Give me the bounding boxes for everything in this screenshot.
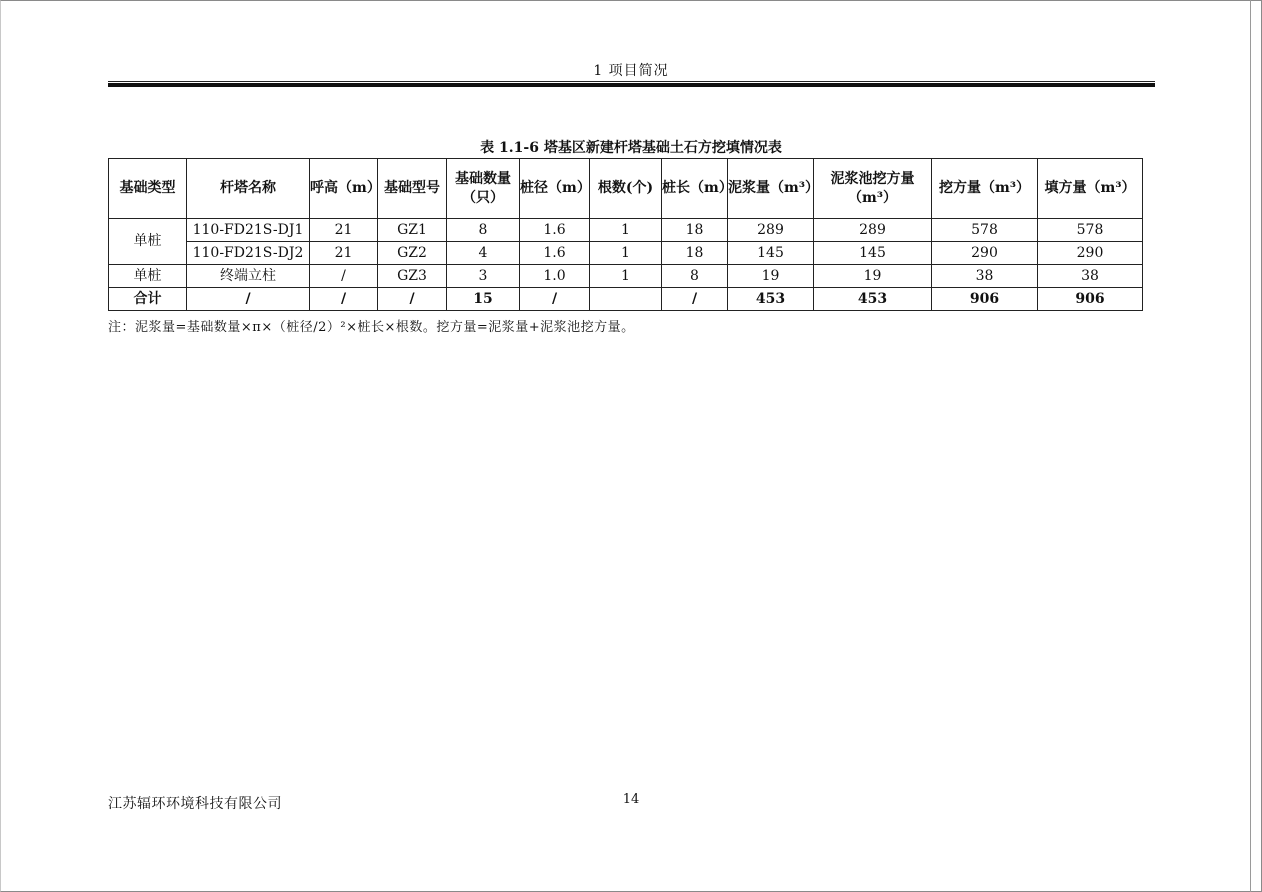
table-cell: 290 [1038, 242, 1143, 265]
table-cell: 8 [447, 219, 520, 242]
table-cell: 8 [662, 265, 728, 288]
total-cell: / [520, 288, 590, 311]
table-cell: 21 [310, 219, 378, 242]
col-header-mud-volume: 泥浆量（m³） [728, 159, 814, 219]
table-cell: GZ2 [378, 242, 447, 265]
table-cell: 1 [590, 242, 662, 265]
table-cell: 终端立柱 [187, 265, 310, 288]
table-cell: 578 [932, 219, 1038, 242]
table-cell: 1.6 [520, 219, 590, 242]
table-cell: 578 [1038, 219, 1143, 242]
table-total-row [109, 288, 1143, 311]
col-header-foundation-type: 基础类型 [109, 159, 187, 219]
table-cell: 19 [814, 265, 932, 288]
earthwork-table [108, 158, 1143, 311]
col-header-foundation-count: 基础数量（只） [447, 159, 520, 219]
table-cell: 38 [932, 265, 1038, 288]
total-cell: / [310, 288, 378, 311]
col-header-mud-pit-excavation: 泥浆池挖方量（m³） [814, 159, 932, 219]
table-cell: 290 [932, 242, 1038, 265]
table-cell: 145 [814, 242, 932, 265]
page-edge-line [1250, 0, 1251, 892]
table-cell: 1 [590, 265, 662, 288]
table-note: 注：泥浆量=基础数量×π×（桩径/2）²×桩长×根数。挖方量=泥浆量+泥浆池挖方量。 [108, 320, 635, 335]
table-cell: 21 [310, 242, 378, 265]
table-cell: 38 [1038, 265, 1143, 288]
table-row [109, 242, 1143, 265]
table-row [109, 265, 1143, 288]
header-rule-thin [108, 81, 1155, 82]
col-header-nominal-height: 呼高（m） [310, 159, 378, 219]
col-header-excavation: 挖方量（m³） [932, 159, 1038, 219]
footer-company: 江苏辐环环境科技有限公司 [108, 796, 282, 812]
col-header-pile-length: 桩长（m） [662, 159, 728, 219]
table-cell: 1 [590, 219, 662, 242]
col-header-pile-diameter: 桩径（m） [520, 159, 590, 219]
total-cell [590, 288, 662, 311]
table-cell: 18 [662, 242, 728, 265]
total-cell: / [378, 288, 447, 311]
table-cell: 4 [447, 242, 520, 265]
col-header-tower-name: 杆塔名称 [187, 159, 310, 219]
table-cell: 289 [728, 219, 814, 242]
total-cell: 453 [814, 288, 932, 311]
col-header-fill: 填方量（m³） [1038, 159, 1143, 219]
table-cell: 1.6 [520, 242, 590, 265]
header-rule-thick [108, 83, 1155, 87]
table-cell: 110-FD21S-DJ1 [187, 219, 310, 242]
table-cell: / [310, 265, 378, 288]
table-cell: GZ1 [378, 219, 447, 242]
table-cell: 289 [814, 219, 932, 242]
col-header-pile-count: 根数(个) [590, 159, 662, 219]
table-caption: 表 1.1-6 塔基区新建杆塔基础土石方挖填情况表 [480, 140, 782, 156]
table-row [109, 219, 1143, 242]
table-cell: 3 [447, 265, 520, 288]
total-cell: 合计 [109, 288, 187, 311]
table-cell: 18 [662, 219, 728, 242]
table-cell: GZ3 [378, 265, 447, 288]
total-cell: / [187, 288, 310, 311]
running-header: 1 项目简况 [593, 63, 669, 79]
table-cell: 110-FD21S-DJ2 [187, 242, 310, 265]
total-cell: / [662, 288, 728, 311]
table-cell: 单桩 [109, 219, 187, 265]
total-cell: 906 [1038, 288, 1143, 311]
table-cell: 19 [728, 265, 814, 288]
table-cell: 1.0 [520, 265, 590, 288]
table-cell: 单桩 [109, 265, 187, 288]
total-cell: 15 [447, 288, 520, 311]
page-number: 14 [622, 792, 640, 807]
total-cell: 453 [728, 288, 814, 311]
total-cell: 906 [932, 288, 1038, 311]
table-cell: 145 [728, 242, 814, 265]
col-header-foundation-model: 基础型号 [378, 159, 447, 219]
table-header-row [109, 159, 1143, 219]
